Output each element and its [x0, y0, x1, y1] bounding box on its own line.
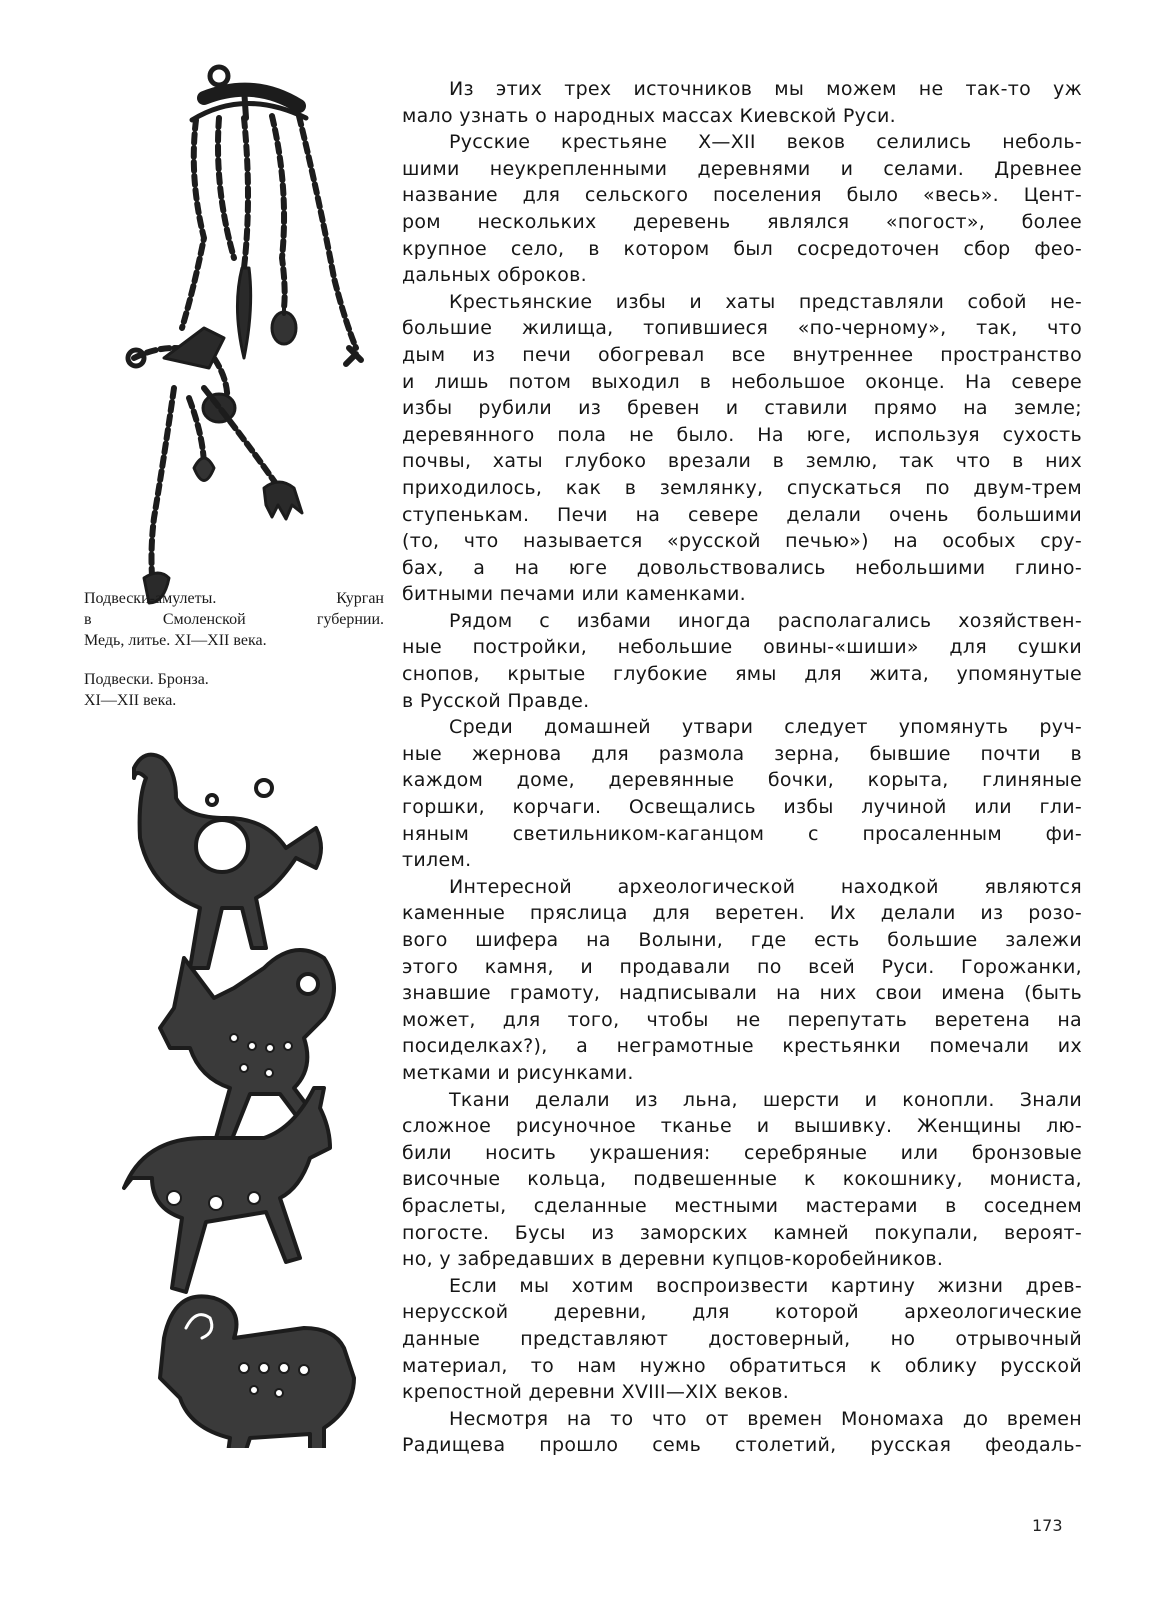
left-column	[84, 50, 384, 1480]
paragraph	[402, 714, 1082, 874]
animal-pendants-illustration	[94, 728, 384, 1448]
text-line: мало узнать о народных массах Киевской Руси.	[402, 104, 896, 127]
text-line: избы рубили из бревен и ставили прямо на земле;	[402, 397, 1082, 420]
paragraph	[402, 289, 1082, 608]
paragraph	[402, 1406, 1082, 1459]
text-line: дальных оброков.	[402, 264, 587, 287]
text-line: битными печами или каменками.	[402, 583, 746, 606]
text-line: Несмотря на то что от времен Мономаха до времен	[449, 1407, 1082, 1430]
paragraph	[402, 1273, 1082, 1406]
text-line: височные кольца, подвешенные к кокошнику, мониста,	[402, 1168, 1082, 1191]
caption-line: XI—XII века.	[84, 692, 177, 709]
text-line: дым из печи обогревал все внутреннее пространство	[402, 343, 1082, 366]
text-line: тилем.	[402, 849, 472, 872]
pendants-caption	[84, 669, 384, 711]
paragraph	[402, 874, 1082, 1087]
text-line: материал, то нам нужно обратиться к облику русской	[402, 1354, 1082, 1377]
page-number: 173	[1032, 1516, 1063, 1535]
text-line: метками и рисунками.	[402, 1061, 634, 1084]
text-line: но, у забредавших в деревни купцов-коробейников.	[402, 1248, 944, 1271]
text-line: Из этих трех источников мы можем не так-то уж	[449, 78, 1082, 100]
text-line: может, для того, чтобы не перепутать веретена на	[402, 1008, 1082, 1031]
text-line: этого камня, и продавали по всей Руси. Горожанки,	[402, 955, 1082, 978]
text-line: Крестьянские избы и хаты представляли собой не-	[449, 290, 1082, 313]
text-line: Интересной археологической находкой являются	[449, 875, 1082, 898]
text-line: каменные пряслица для веретен. Их делали из розо-	[402, 902, 1082, 925]
caption-line: Подвески. Бронза.	[84, 671, 209, 688]
text-line: браслеты, сделанные местными мастерами в соседнем	[402, 1194, 1082, 1217]
text-line: ром нескольких деревень являлся «погост», более	[402, 210, 1082, 233]
text-line: Радищева прошло семь столетий, русская феодаль-	[402, 1434, 1082, 1457]
text-line: крепостной деревни XVIII—XIX веков.	[402, 1381, 790, 1404]
text-line: и лишь потом выходил в небольшое оконце. На севере	[402, 370, 1082, 393]
text-line: Среди домашней утвари следует упомянуть руч-	[449, 716, 1082, 739]
text-line: почвы, хаты глубоко врезали в землю, так что в них	[402, 450, 1082, 473]
main-text	[402, 76, 1082, 1459]
text-line: били носить украшения: серебряные или бронзовые	[402, 1141, 1082, 1164]
text-line: в Русской Правде.	[402, 689, 590, 712]
text-line: (то, что называется «русской печью») на особых сру-	[402, 530, 1082, 553]
caption-line: в Смоленской губернии.	[84, 611, 384, 628]
text-line: ные постройки, небольшие овины-«шиши» для сушки	[402, 636, 1082, 659]
paragraph	[402, 1087, 1082, 1273]
text-line: посиделках?), а неграмотные крестьянки помечали их	[402, 1035, 1082, 1058]
text-line: Если мы хотим воспроизвести картину жизни древ-	[449, 1274, 1082, 1297]
text-line: снопов, крытые глубокие ямы для жита, упомянутые	[402, 663, 1082, 686]
text-line: каждом доме, деревянные бочки, корыта, глиняные	[402, 769, 1082, 792]
text-line: бах, а на юге довольствовались небольшими глино-	[402, 556, 1082, 579]
paragraph	[402, 608, 1082, 714]
text-line: няным светильником-каганцом с просаленным фи-	[402, 822, 1082, 845]
text-line: Ткани делали из льна, шерсти и конопли. Знали	[449, 1088, 1082, 1111]
text-line: большие жилища, топившиеся «по-черному», так, что	[402, 317, 1082, 340]
caption-line: Подвески-амулеты. Курган	[84, 590, 384, 607]
text-line: ступенькам. Печи на севере делали очень большими	[402, 503, 1082, 526]
text-line: нерусской деревни, для которой археологические	[402, 1301, 1082, 1324]
text-line: деревянного пола не было. На юге, используя сухость	[402, 423, 1082, 446]
paragraph	[402, 76, 1082, 129]
text-line: Рядом с избами иногда располагались хозяйствен-	[449, 609, 1082, 632]
text-line: горшки, корчаги. Освещались избы лучиной или гли-	[402, 796, 1082, 819]
paragraph	[402, 129, 1082, 289]
text-line: знавшие грамоту, надписывали на них свои имена (быть	[402, 982, 1082, 1005]
amulet-pendant-illustration	[94, 58, 394, 623]
text-line: сложное рисуночное тканье и вышивку. Женщины лю-	[402, 1115, 1082, 1138]
text-line: крупное село, в котором был сосредоточен сбор фео-	[402, 237, 1082, 260]
text-line: название для сельского поселения было «весь». Цент-	[402, 184, 1082, 207]
text-line: вого шифера на Волыни, где есть большие залежи	[402, 929, 1082, 951]
text-line: шими неукрепленными деревнями и селами. Древнее	[402, 157, 1082, 180]
text-line: ные жернова для размола зерна, бывшие почти в	[402, 742, 1082, 765]
text-line: данные представляют достоверный, но отрывочный	[402, 1327, 1082, 1350]
text-line: Русские крестьяне X—XII веков селились неболь-	[449, 131, 1082, 154]
text-line: приходилось, как в землянку, спускаться по двум-трем	[402, 476, 1082, 499]
caption-line: Медь, литье. XI—XII века.	[84, 632, 267, 649]
amulets-caption	[84, 588, 384, 651]
text-line: погосте. Бусы из заморских камней покупали, вероят-	[402, 1221, 1082, 1244]
